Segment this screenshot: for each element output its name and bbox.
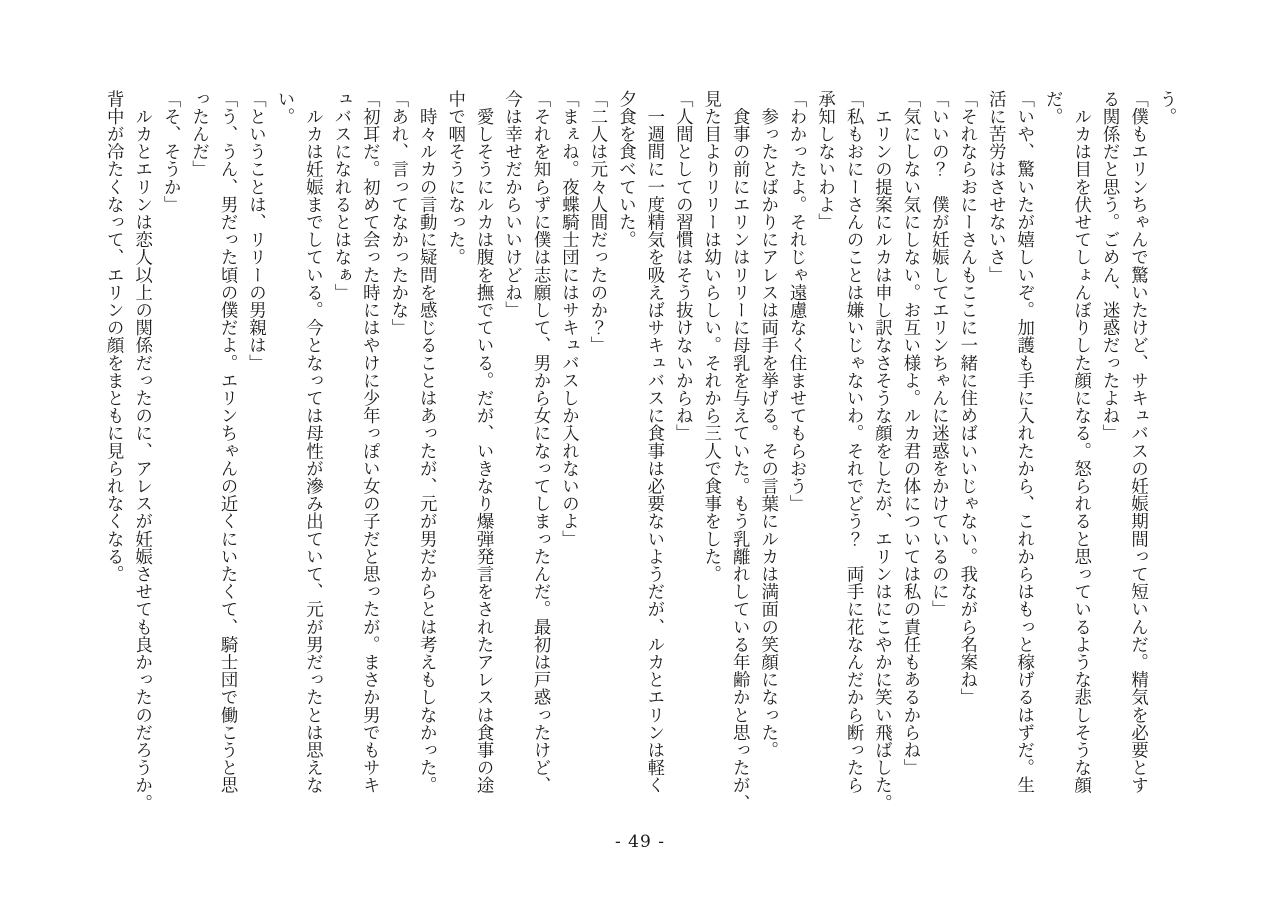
- text-line: 「それならおにーさんもここに一緒に住めばいいじゃない。我ながら名案ね」: [956, 90, 977, 706]
- text-line: 夕食を食べていた。: [615, 90, 636, 249]
- text-line: 今は幸せだからいいけどね」: [501, 90, 522, 319]
- text-line: 「二人は元々人間だったのか？」: [586, 90, 607, 354]
- text-line: ルカとエリンは恋人以上の関係だったのに、アレスが妊娠させても良かったのだろうか。: [131, 90, 152, 812]
- text-line: 食事の前にエリンはリリーに母乳を与えていた。もう乳離れしている年齢かと思ったが、: [729, 90, 750, 812]
- text-line: 見た目よりリリーは幼いらしい。それから三人で食事をした。: [700, 90, 721, 583]
- text-line: 「そ、そうか」: [160, 90, 181, 214]
- page-number: - 49 -: [615, 832, 665, 852]
- text-line: 「あれ、言ってなかったかな」: [387, 90, 408, 337]
- text-line: 「う、うん、男だった頃の僕だよ。エリンちゃんの近くにいたくて、騎士団で働こうと思: [217, 90, 238, 794]
- text-line: エリンの提案にルカは申し訳なさそうな顔をしたが、エリンはにこやかに笑い飛ばした。: [871, 90, 892, 812]
- text-line: 「いいの？ 僕が妊娠してエリンちゃんに迷惑をかけているのに」: [928, 90, 949, 618]
- text-line: 「僕もエリンちゃんで驚いたけど、サキュバスの妊娠期間って短いんだ。精気を必要とす: [1127, 90, 1148, 794]
- text-line: る関係だと思う。ごめん、迷惑だったよね」: [1099, 90, 1120, 442]
- text-line: 「ということは、リリーの男親は」: [245, 90, 266, 372]
- text-line: 愛しそうにルカは腹を撫でている。だが、いきなり爆弾発言をされたアレスは食事の途: [473, 90, 494, 794]
- text-line: 背中が冷たくなって、エリンの顔をまともに見られなくなる。: [103, 90, 124, 583]
- text-line: だ。: [1042, 90, 1063, 126]
- text-line: 「それを知らずに僕は志願して、男から女になってしまったんだ。最初は戸惑ったけど、: [530, 90, 551, 794]
- text-line: ルカは妊娠までしている。今となっては母性が滲み出ていて、元が男だったとは思えな: [302, 90, 323, 794]
- text-line: 一週間に一度精気を吸えばサキュバスに食事は必要ないようだが、ルカとエリンは軽く: [643, 90, 664, 794]
- text-line: 「気にしない気にしない。お互い様よ。ルカ君の体については私の責任もあるからね」: [899, 90, 920, 777]
- text-line: 承知しないわよ」: [814, 90, 835, 231]
- text-line: 「わかったよ。それじゃ遠慮なく住ませてもらおう」: [786, 90, 807, 513]
- text-line: 活に苦労はさせないさ」: [985, 90, 1006, 284]
- text-line: 「人間としての習慣はそう抜けないからね」: [672, 90, 693, 442]
- text-line: 中で咽そうになった。: [444, 90, 465, 266]
- text-line: う。: [1156, 90, 1176, 126]
- text-line: 「初耳だ。初めて会った時にはやけに少年っぽい女の子だと思ったが。まさか男でもサキ: [359, 90, 380, 794]
- text-line: 「まぇね。夜蝶騎士団にはサキュバスしか入れないのよ」: [558, 90, 579, 548]
- text-line: ルカは目を伏せてしょんぼりした顔になる。怒られると思っているような悲しそうな顔: [1070, 90, 1091, 794]
- vertical-text-block: [98, 90, 1180, 832]
- text-line: 時々ルカの言動に疑問を感じることはあったが、元が男だからとは考えもしなかった。: [416, 90, 437, 794]
- text-line: ュバスになれるとはなぁ」: [330, 90, 351, 302]
- text-line: 参ったとばかりにアレスは両手を挙げる。その言葉にルカは満面の笑顔になった。: [757, 90, 778, 759]
- text-line: 「私もおにーさんのことは嫌いじゃないわ。それでどう？ 両手に花なんだから断ったら: [843, 90, 864, 794]
- text-line: い。: [273, 90, 294, 126]
- text-line: ったんだ」: [188, 90, 209, 178]
- text-line: 「いや、驚いたが嬉しいぞ。加護も手に入れたから、これからはもっと稼げるはずだ。生: [1013, 90, 1034, 794]
